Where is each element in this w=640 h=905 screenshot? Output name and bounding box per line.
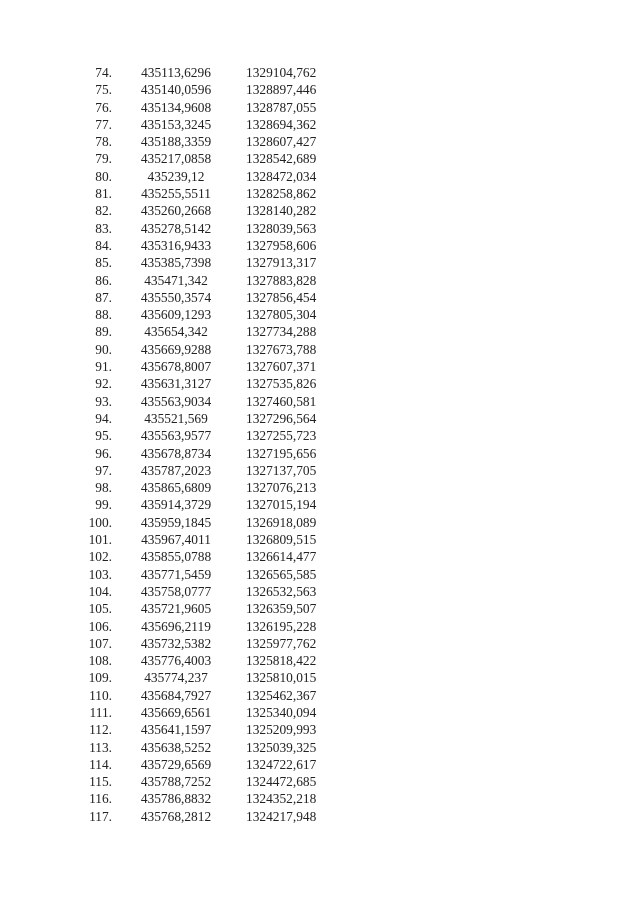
x-coordinate: 435316,9433 xyxy=(140,237,212,253)
y-coordinate: 1326918,089 xyxy=(246,514,317,530)
table-row xyxy=(60,652,334,669)
x-coordinate: 435669,6561 xyxy=(140,704,212,720)
point-number: 111. xyxy=(89,704,112,720)
table-row xyxy=(60,566,334,583)
table-row xyxy=(60,202,334,219)
table-row xyxy=(60,323,334,340)
y-coordinate: 1327460,581 xyxy=(246,393,317,409)
point-number: 79. xyxy=(95,151,112,167)
point-number: 96. xyxy=(95,445,112,461)
y-coordinate: 1324352,218 xyxy=(246,791,317,807)
table-row xyxy=(60,618,334,635)
y-coordinate: 1326809,515 xyxy=(246,532,317,548)
table-row xyxy=(60,272,334,289)
table-row xyxy=(60,756,334,773)
table-row xyxy=(60,739,334,756)
table-row xyxy=(60,116,334,133)
point-number: 77. xyxy=(95,116,112,132)
y-coordinate: 1328258,862 xyxy=(246,186,317,202)
x-coordinate: 435471,342 xyxy=(144,272,208,288)
y-coordinate: 1327856,454 xyxy=(246,289,317,305)
x-coordinate: 435678,8007 xyxy=(140,359,212,375)
point-number: 80. xyxy=(95,168,112,184)
x-coordinate: 435631,3127 xyxy=(140,376,212,392)
x-coordinate: 435153,3245 xyxy=(140,116,212,132)
y-coordinate: 1325340,094 xyxy=(246,704,317,720)
x-coordinate: 435641,1597 xyxy=(140,722,212,738)
table-row xyxy=(60,81,334,98)
point-number: 88. xyxy=(95,307,112,323)
x-coordinate: 435260,2668 xyxy=(140,203,212,219)
x-coordinate: 435385,7398 xyxy=(140,255,212,271)
table-row xyxy=(60,341,334,358)
table-row xyxy=(60,548,334,565)
y-coordinate: 1328039,563 xyxy=(246,220,317,236)
x-coordinate: 435638,5252 xyxy=(140,739,212,755)
x-coordinate: 435609,1293 xyxy=(140,307,212,323)
y-coordinate: 1325810,015 xyxy=(246,670,317,686)
y-coordinate: 1324722,617 xyxy=(246,756,317,772)
point-number: 82. xyxy=(95,203,112,219)
x-coordinate: 435787,2023 xyxy=(140,462,212,478)
table-row xyxy=(60,462,334,479)
point-number: 91. xyxy=(95,359,112,375)
x-coordinate: 435729,6569 xyxy=(140,756,212,772)
point-number: 78. xyxy=(95,134,112,150)
table-row xyxy=(60,410,334,427)
x-coordinate: 435563,9034 xyxy=(140,393,212,409)
table-row xyxy=(60,583,334,600)
x-coordinate: 435855,0788 xyxy=(140,549,212,565)
y-coordinate: 1327195,656 xyxy=(246,445,317,461)
table-row xyxy=(60,185,334,202)
point-number: 115. xyxy=(89,774,112,790)
point-number: 95. xyxy=(95,428,112,444)
table-row xyxy=(60,150,334,167)
point-number: 98. xyxy=(95,480,112,496)
point-number: 108. xyxy=(88,653,112,669)
point-number: 112. xyxy=(89,722,112,738)
x-coordinate: 435967,4011 xyxy=(141,532,211,548)
table-row xyxy=(60,220,334,237)
y-coordinate: 1327673,788 xyxy=(246,341,317,357)
y-coordinate: 1327734,288 xyxy=(246,324,317,340)
x-coordinate: 435217,0858 xyxy=(140,151,212,167)
x-coordinate: 435669,9288 xyxy=(140,341,212,357)
y-coordinate: 1325977,762 xyxy=(246,635,317,651)
point-number: 83. xyxy=(95,220,112,236)
x-coordinate: 435696,2119 xyxy=(141,618,211,634)
point-number: 93. xyxy=(95,393,112,409)
y-coordinate: 1326532,563 xyxy=(246,583,317,599)
point-number: 100. xyxy=(88,514,112,530)
point-number: 102. xyxy=(88,549,112,565)
table-row xyxy=(60,393,334,410)
table-row xyxy=(60,721,334,738)
point-number: 87. xyxy=(95,289,112,305)
x-coordinate: 435684,7927 xyxy=(140,687,212,703)
point-number: 107. xyxy=(88,635,112,651)
point-number: 116. xyxy=(89,791,112,807)
point-number: 85. xyxy=(95,255,112,271)
y-coordinate: 1326565,585 xyxy=(246,566,317,582)
x-coordinate: 435563,9577 xyxy=(140,428,212,444)
x-coordinate: 435721,9605 xyxy=(140,601,212,617)
point-number: 103. xyxy=(88,566,112,582)
point-number: 97. xyxy=(95,462,112,478)
y-coordinate: 1325818,422 xyxy=(246,653,317,669)
table-row xyxy=(60,289,334,306)
table-row xyxy=(60,531,334,548)
y-coordinate: 1325209,993 xyxy=(246,722,317,738)
table-row xyxy=(60,704,334,721)
y-coordinate: 1324217,948 xyxy=(246,808,317,824)
y-coordinate: 1326359,507 xyxy=(246,601,317,617)
point-number: 101. xyxy=(88,532,112,548)
point-number: 104. xyxy=(88,583,112,599)
x-coordinate: 435255,5511 xyxy=(141,186,211,202)
x-coordinate: 435140,0596 xyxy=(140,82,212,98)
y-coordinate: 1326195,228 xyxy=(246,618,317,634)
y-coordinate: 1327015,194 xyxy=(246,497,317,513)
y-coordinate: 1326614,477 xyxy=(246,549,317,565)
point-number: 90. xyxy=(95,341,112,357)
y-coordinate: 1328140,282 xyxy=(246,203,317,219)
point-number: 99. xyxy=(95,497,112,513)
point-number: 105. xyxy=(88,601,112,617)
y-coordinate: 1327076,213 xyxy=(246,480,317,496)
y-coordinate: 1327883,828 xyxy=(246,272,317,288)
point-number: 81. xyxy=(95,186,112,202)
x-coordinate: 435188,3359 xyxy=(140,134,212,150)
table-row xyxy=(60,306,334,323)
point-number: 74. xyxy=(95,65,112,80)
y-coordinate: 1328897,446 xyxy=(246,82,317,98)
x-coordinate: 435774,237 xyxy=(144,670,208,686)
coordinate-table xyxy=(60,64,334,825)
table-row xyxy=(60,427,334,444)
y-coordinate: 1324472,685 xyxy=(246,774,317,790)
y-coordinate: 1325462,367 xyxy=(246,687,317,703)
table-row xyxy=(60,99,334,116)
x-coordinate: 435113,6296 xyxy=(141,65,211,80)
table-row xyxy=(60,808,334,825)
point-number: 86. xyxy=(95,272,112,288)
point-number: 75. xyxy=(95,82,112,98)
y-coordinate: 1327137,705 xyxy=(246,462,317,478)
table-row xyxy=(60,237,334,254)
point-number: 117. xyxy=(89,808,112,824)
x-coordinate: 435959,1845 xyxy=(140,514,212,530)
point-number: 114. xyxy=(89,756,112,772)
y-coordinate: 1327913,317 xyxy=(246,255,317,271)
table-row xyxy=(60,168,334,185)
y-coordinate: 1329104,762 xyxy=(246,65,317,80)
x-coordinate: 435771,5459 xyxy=(140,566,212,582)
x-coordinate: 435654,342 xyxy=(144,324,208,340)
x-coordinate: 435758,0777 xyxy=(140,583,212,599)
point-number: 84. xyxy=(95,237,112,253)
x-coordinate: 435732,5382 xyxy=(140,635,212,651)
table-row xyxy=(60,479,334,496)
y-coordinate: 1328472,034 xyxy=(246,168,317,184)
point-number: 113. xyxy=(89,739,112,755)
table-row xyxy=(60,773,334,790)
point-number: 94. xyxy=(95,410,112,426)
point-number: 109. xyxy=(88,670,112,686)
table-row xyxy=(60,790,334,807)
x-coordinate: 435768,2812 xyxy=(140,808,212,824)
x-coordinate: 435239,12 xyxy=(147,168,205,184)
y-coordinate: 1327805,304 xyxy=(246,307,317,323)
y-coordinate: 1328787,055 xyxy=(246,99,317,115)
table-row xyxy=(60,600,334,617)
x-coordinate: 435776,4003 xyxy=(140,653,212,669)
x-coordinate: 435914,3729 xyxy=(140,497,212,513)
coordinate-table-body xyxy=(60,64,334,825)
table-row xyxy=(60,445,334,462)
table-row xyxy=(60,133,334,150)
y-coordinate: 1327296,564 xyxy=(246,410,317,426)
x-coordinate: 435550,3574 xyxy=(140,289,212,305)
table-row xyxy=(60,496,334,513)
point-number: 106. xyxy=(88,618,112,634)
y-coordinate: 1327607,371 xyxy=(246,359,317,375)
y-coordinate: 1328694,362 xyxy=(246,116,317,132)
table-row xyxy=(60,64,334,81)
x-coordinate: 435786,8832 xyxy=(140,791,212,807)
table-row xyxy=(60,669,334,686)
point-number: 76. xyxy=(95,99,112,115)
point-number: 92. xyxy=(95,376,112,392)
y-coordinate: 1327255,723 xyxy=(246,428,317,444)
point-number: 89. xyxy=(95,324,112,340)
y-coordinate: 1327535,826 xyxy=(246,376,317,392)
x-coordinate: 435788,7252 xyxy=(140,774,212,790)
table-row xyxy=(60,254,334,271)
x-coordinate: 435278,5142 xyxy=(140,220,212,236)
table-row xyxy=(60,687,334,704)
x-coordinate: 435134,9608 xyxy=(140,99,212,115)
x-coordinate: 435521,569 xyxy=(144,410,208,426)
y-coordinate: 1327958,606 xyxy=(246,237,317,253)
point-number: 110. xyxy=(89,687,112,703)
table-row xyxy=(60,635,334,652)
x-coordinate: 435865,6809 xyxy=(140,480,212,496)
table-row xyxy=(60,358,334,375)
y-coordinate: 1328607,427 xyxy=(246,134,317,150)
x-coordinate: 435678,8734 xyxy=(140,445,212,461)
y-coordinate: 1328542,689 xyxy=(246,151,317,167)
table-row xyxy=(60,375,334,392)
y-coordinate: 1325039,325 xyxy=(246,739,317,755)
table-row xyxy=(60,514,334,531)
